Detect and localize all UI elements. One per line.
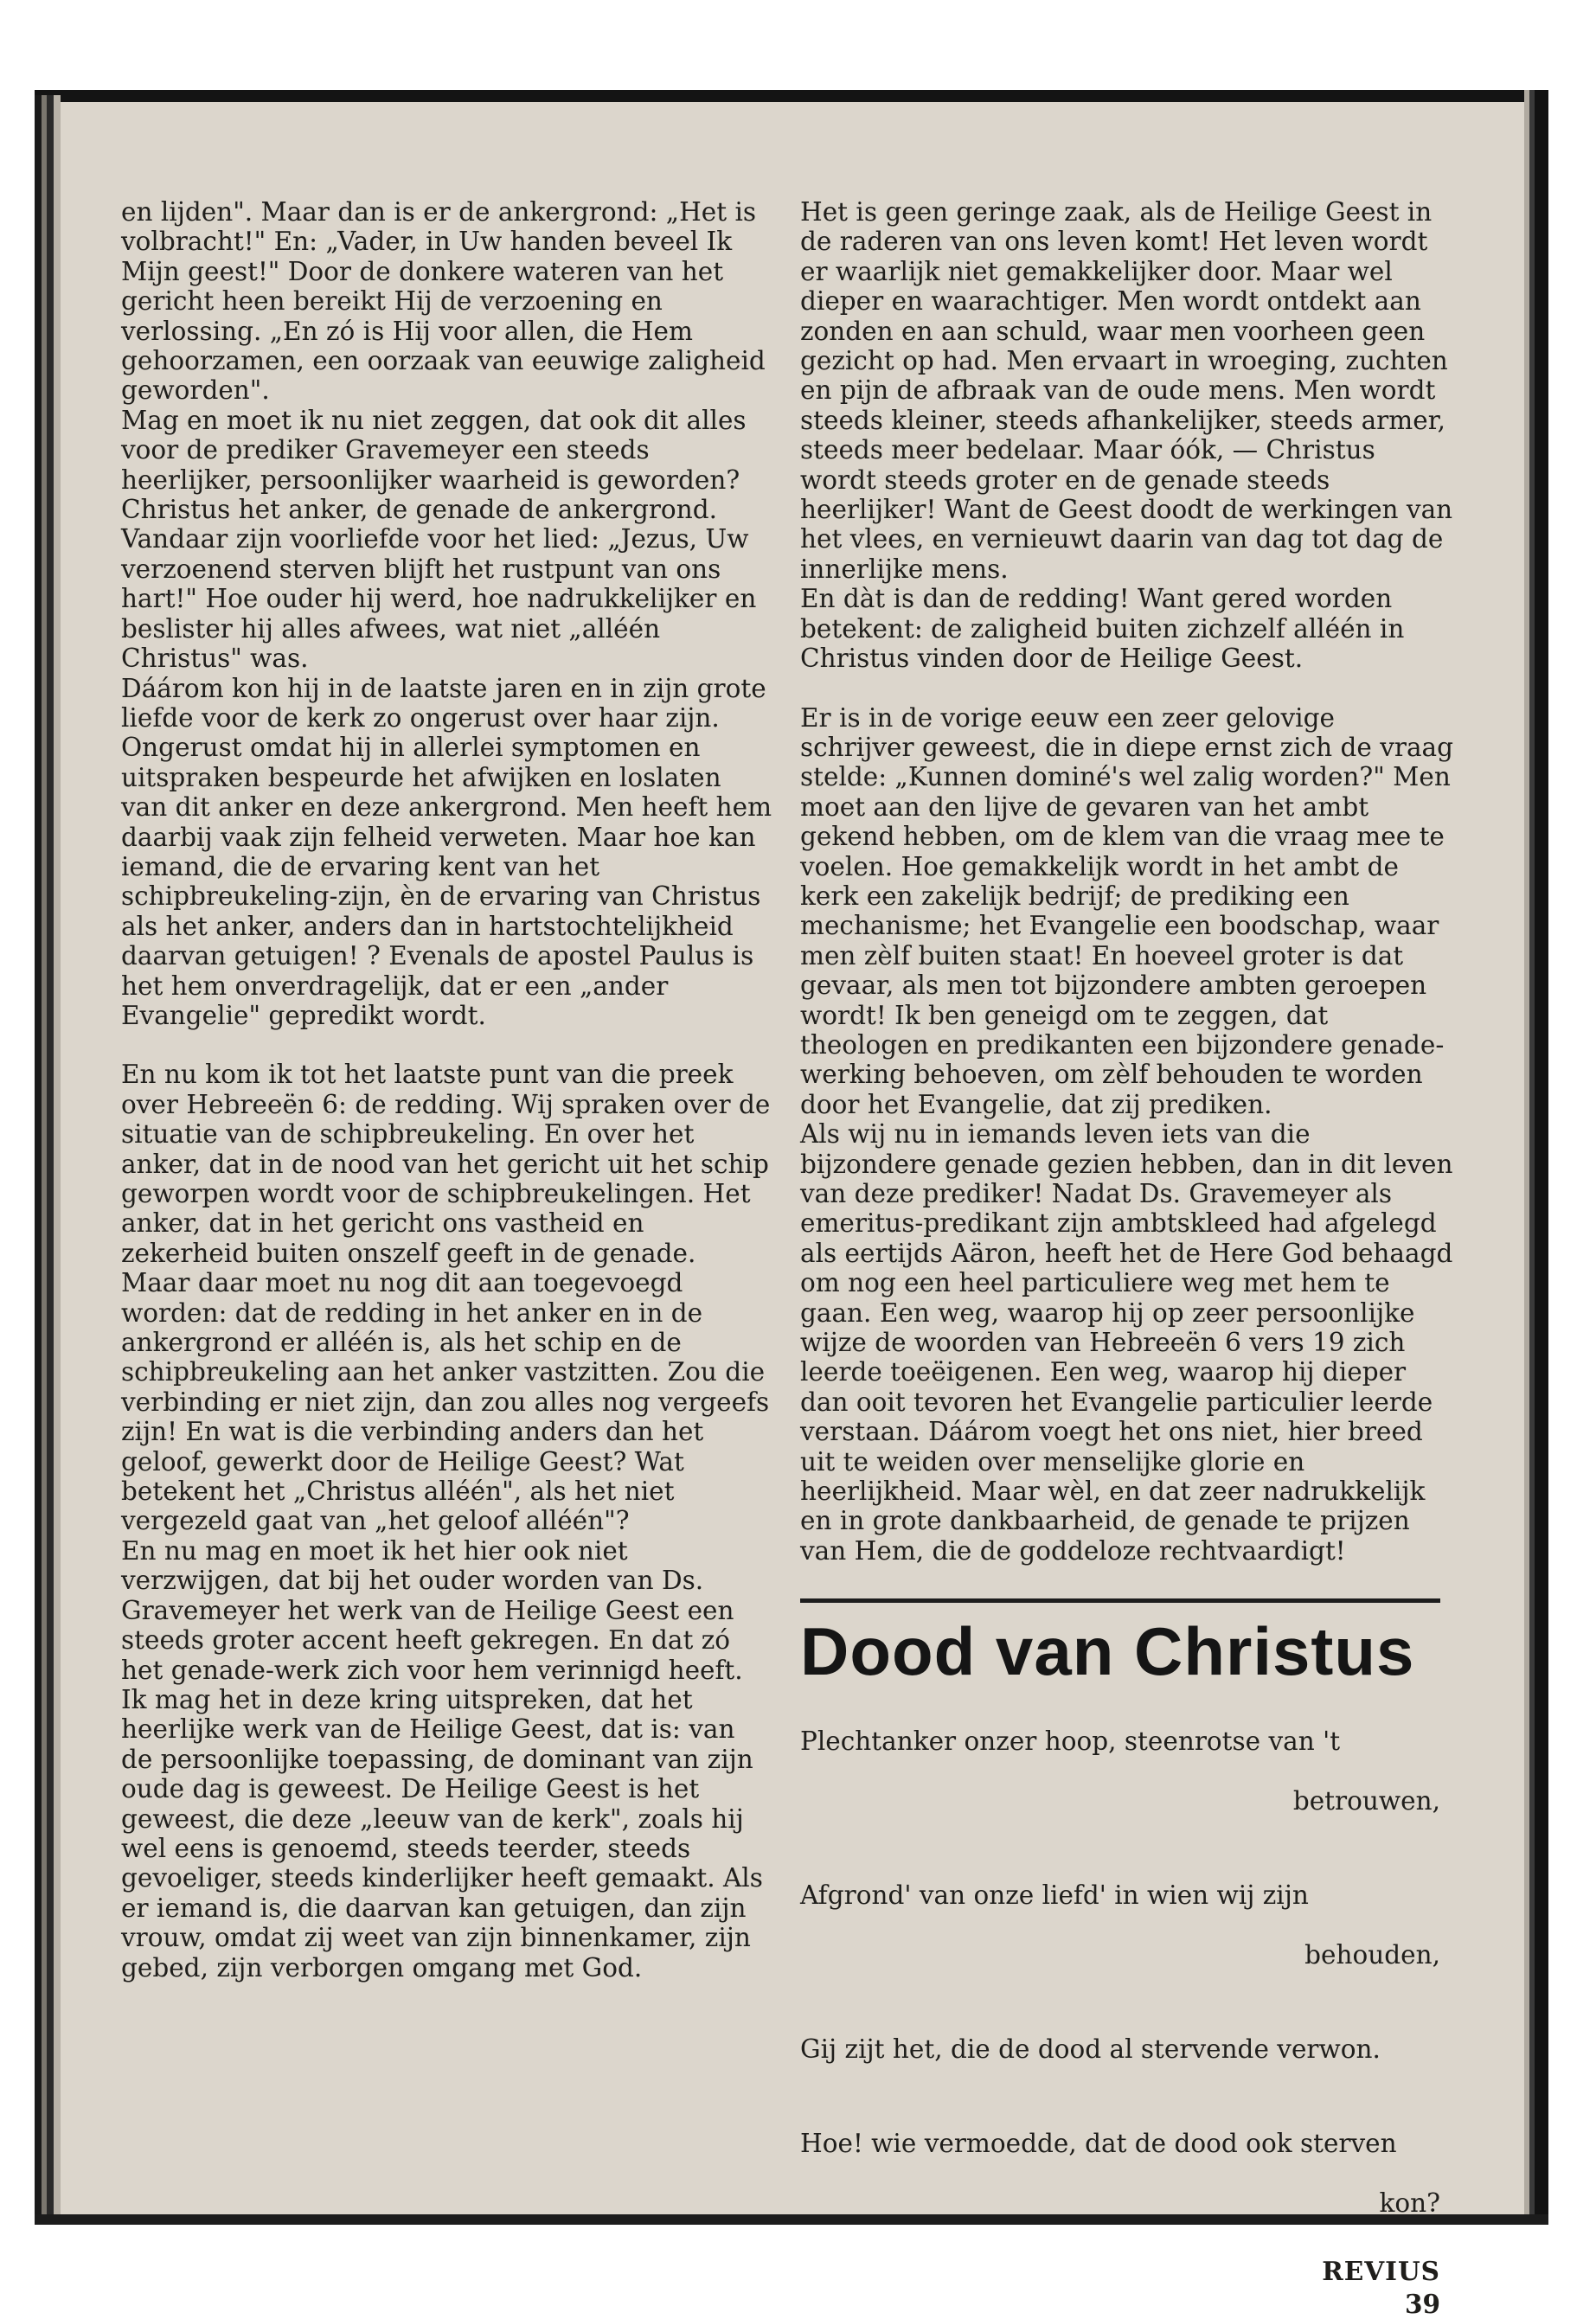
verse-line-continuation: behouden, — [1304, 1939, 1440, 1970]
poem — [800, 1696, 1453, 2247]
page-top-edge — [35, 90, 1548, 102]
poem-title: Dood van Christus — [800, 1613, 1415, 1690]
paragraph: En nu mag en moet ik het hier ook niet verzwijgen, dat bij het ouder worden van Ds. Gravemeyer het werk van de Heilige Geest een steeds groter accent heeft gekregen. En dat zó het genade-werk zich voor hem verinnigd heeft. Ik mag het in deze kring uitspreken, dat het heerlijke werk van de Heilige Geest, dat is: van de persoonlijke toepassing, de dominant van zijn oude dag is geweest. De Heilige Geest is het geweest, die deze „leeuw van de kerk", zoals hij wel eens is genoemd, steeds teerder, steeds gevoeliger, steeds kinderlijker heeft gemaakt. Als er iemand is, die daarvan kan getuigen, dan zijn vrouw, omdat zij weet van zijn binnenkamer, zijn gebed, zijn verborgen omgang met God. — [121, 1535, 763, 1983]
poem-verse — [800, 1850, 1440, 1999]
verse-line-continuation: betrouwen, — [1292, 1785, 1440, 1816]
poem-verse — [800, 2004, 1440, 2093]
paragraph: En nu kom ik tot het laatste punt van die preek over Hebreeën 6: de redding. Wij spraken over de situatie van de schipbreukeling. En over het anker, dat in de nood van het gericht uit het schip geworpen wordt voor de schipbreukelingen. Het anker, dat in het gericht ons vastheid en zekerheid buiten onszelf geeft in de genade. — [121, 1060, 771, 1268]
page-number: 39 — [1404, 2289, 1440, 2319]
paragraph: Er is in de vorige eeuw een zeer gelovige schrijver geweest, die in diepe ernst zich de vraag stelde: „Kunnen dominé's wel zalig worden?" Men moet aan den lijve de gevaren van het ambt gekend hebben, om de klem van die vraag mee te voelen. Hoe gemakkelijk wordt in het ambt de kerk een zakelijk bedrijf; de prediking een mechanisme; het Evangelie een boodschap, waar men zèlf buiten staat! En hoeveel groter is dat gevaar, als men tot bijzondere ambten geroepen wordt! Ik ben geneigd om te zeggen, dat theologen en predikanten een bijzondere genade-werking behoeven, om zèlf behouden te worden door het Evangelie, dat zij prediken. — [800, 702, 1454, 1119]
right-column — [800, 197, 1453, 2319]
left-column — [121, 197, 774, 1983]
paragraph: En dàt is dan de redding! Want gered worden betekent: de zaligheid buiten zichzelf alléén in Christus vinden door de Heilige Geest. — [800, 584, 1405, 674]
paragraph: Als wij nu in iemands leven iets van die bijzondere genade gezien hebben, dan in dit leven van deze prediker! Nadat Ds. Gravemeyer als emeritus-predikant zijn ambtskleed had afgelegd als eertijds Aäron, heeft het de Here God behaagd om nog een heel particuliere weg met hem te gaan. Een weg, waarop hij op zeer persoonlijke wijze de woorden van Hebreeën 6 vers 19 zich leerde toeëigenen. Een weg, waarop hij dieper dan ooit tevoren het Evangelie particulier leerde verstaan. Dáárom voegt het ons niet, hier breed uit te weiden over menselijke glorie en heerlijkheid. Maar wèl, en dat zeer nadrukkelijk en in grote dankbaarheid, de genade te prijzen van Hem, die de goddeloze rechtvaardigt! — [800, 1119, 1453, 1566]
paragraph: Het is geen geringe zaak, als de Heilige Geest in de raderen van ons leven komt! Het leven wordt er waarlijk niet gemakkelijker door. Maar wel dieper en waarachtiger. Men wordt ontdekt aan zonden en aan schuld, waar men voorheen geen gezicht op had. Men ervaart in wroeging, zuchten en pijn de afbraak van de oude mens. Men wordt steeds kleiner, steeds afhankelijker, steeds armer, steeds meer bedelaar. Maar óók, — Christus wordt steeds groter en de genade steeds heerlijker! Want de Geest doodt de werkingen van het vlees, en vernieuwt daarin van dag tot dag de innerlijke mens. — [800, 197, 1453, 584]
section-divider — [800, 1598, 1440, 1603]
book-binding — [35, 95, 61, 2223]
page-right-edge — [1524, 90, 1548, 2223]
verse-line: Hoe! wie vermoedde, dat de dood ook sterven — [800, 2128, 1397, 2158]
paragraph: en lijden". Maar dan is er de ankergrond: „Het is volbracht!" En: „Vader, in Uw handen beveel Ik Mijn geest!" Door de donkere wateren van het gericht heen bereikt Hij de verzoening en verlossing. „En zó is Hij voor allen, die Hem gehoorzamen, een oorzaak van eeuwige zaligheid geworden". — [121, 197, 766, 406]
verse-line: Plechtanker onzer hoop, steenrotse van 't — [800, 1726, 1341, 1756]
verse-line: Afgrond' van onze liefd' in wien wij zijn — [800, 1880, 1309, 1910]
paragraph: Dáárom kon hij in de laatste jaren en in zijn grote liefde voor de kerk zo ongerust over haar zijn. Ongerust omdat hij in allerlei symptomen en uitspraken bespeurde het afwijken en loslaten van dit anker en deze ankergrond. Men heeft hem daarbij vaak zijn felheid verweten. Maar hoe kan iemand, die de ervaring kent van het schipbreukeling-zijn, èn de ervaring van Christus als het anker, anders dan in hartstochtelijkheid daarvan getuigen! ? Evenals de apostel Paulus is het hem onverdragelijk, dat er een „ander Evangelie" gepredikt wordt. — [121, 673, 772, 1030]
paragraph: Mag en moet ik nu niet zeggen, dat ook dit alles voor de prediker Gravemeyer een steeds heerlijker, persoonlijker waarheid is geworden? Christus het anker, de genade de ankergrond. Vandaar zijn voorliefde voor het lied: „Jezus, Uw verzoenend sterven blijft het rustpunt van ons hart!" Hoe ouder hij werd, hoe nadrukkelijker en beslister hij alles afwees, wat niet „alléén Christus" was. — [121, 405, 757, 674]
poem-verse — [800, 1696, 1440, 1845]
paragraph: Maar daar moet nu nog dit aan toegevoegd worden: dat de redding in het anker en in de ankergrond er alléén is, als het schip en de schipbreukeling aan het anker vastzitten. Zou die verbinding er niet zijn, dan zou alles nog vergeefs zijn! En wat is die verbinding anders dan het geloof, gewerkt door de Heilige Geest? Wat betekent het „Christus alléén", als het niet vergezeld gaat van „het geloof alléén"? — [121, 1268, 770, 1536]
verse-line: Gij zijt het, die de dood al stervende verwon. — [800, 2034, 1381, 2064]
poem-author: REVIUS — [1322, 2255, 1440, 2286]
poem-verse — [800, 2099, 1440, 2248]
verse-line-continuation: kon? — [1379, 2188, 1440, 2218]
